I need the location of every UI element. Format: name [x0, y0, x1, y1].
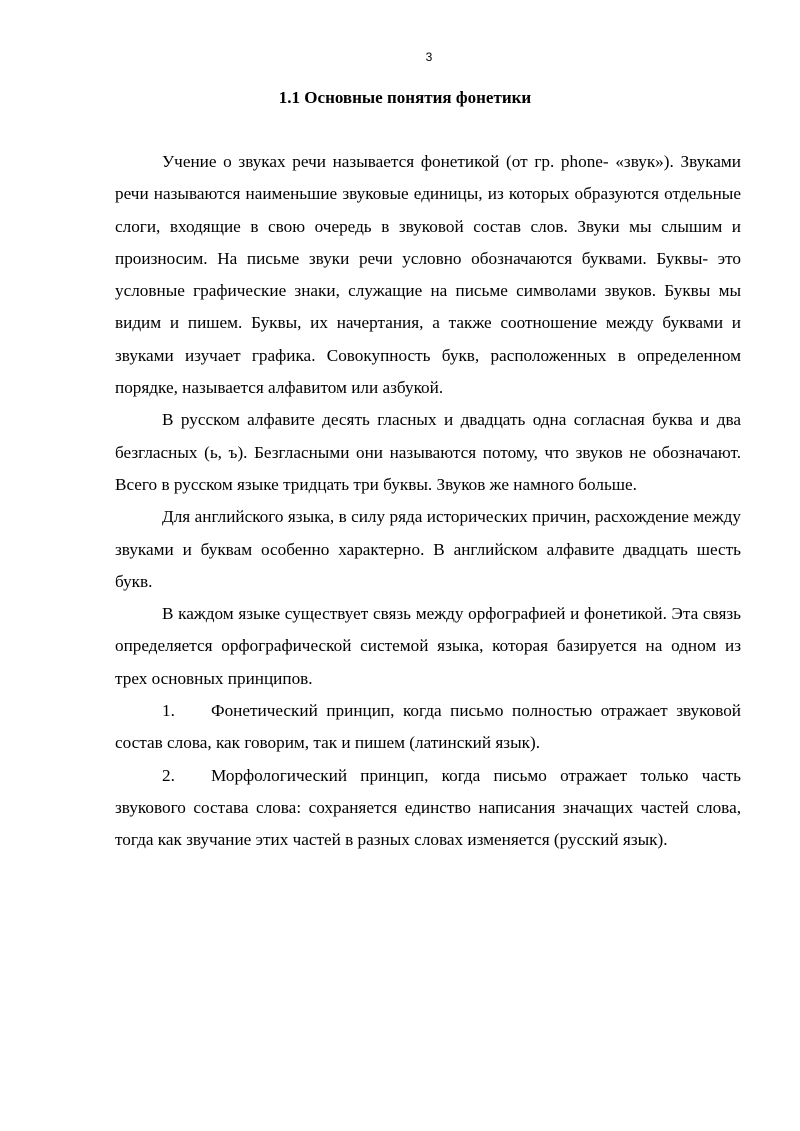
paragraph-phonetics-definition: Учение о звуках речи называется фонетикой (от гр. phone- «звук»). Звуками речи называются наименьшие звуковые единицы, из которых образуются отдельные слоги, входящие в свою очередь в звуковой состав слов. Звуки мы слышим и произносим. На письме звуки речи условно обозначаются буквами. Буквы- это условные графические знаки, служащие на письме символами звуков. Буквы мы видим и пишем. Буквы, их начертания, а также соотношение между буквами и звуками изучает графика. Совокупность букв, расположенных в определенном порядке, называется алфавитом или азбукой. — [115, 152, 741, 398]
list-item-number: 1. — [162, 701, 175, 721]
section-heading: 1.1 Основные понятия фонетики — [278, 88, 532, 107]
paragraph-orthography-principles: В каждом языке существует связь между орфографией и фонетикой. Эта связь определяется орфографической системой языка, которая базируется на одном из трех основных принципов. — [115, 604, 741, 688]
list-item-text: Фонетический принцип, когда письмо полностью отражает звуковой состав слова, как говорим, так и пишем (латинский язык). — [115, 701, 741, 753]
page-number: 3 — [425, 50, 433, 64]
list-item-morphological-principle — [115, 760, 741, 857]
paragraph-english-alphabet: Для английского языка, в силу ряда исторических причин, расхождение между звуками и буквам особенно характерно. В английском алфавите двадцать шесть букв. — [115, 507, 741, 591]
list-item-number: 2. — [162, 765, 175, 785]
body-text — [115, 146, 741, 857]
list-item-phonetic-principle — [115, 695, 741, 760]
paragraph-russian-alphabet: В русском алфавите десять гласных и двадцать одна согласная буква и два безгласных (ь, ъ). Безгласными они называются потому, что звуков не обозначают. Всего в русском языке тридцать три буквы. Звуков же намного больше. — [115, 410, 741, 494]
list-item-text: Морфологический принцип, когда письмо отражает только часть звукового состава слова: сохраняется единство написания значащих частей слова, тогда как звучание этих частей в разных словах изменяется (русский язык). — [115, 765, 741, 850]
